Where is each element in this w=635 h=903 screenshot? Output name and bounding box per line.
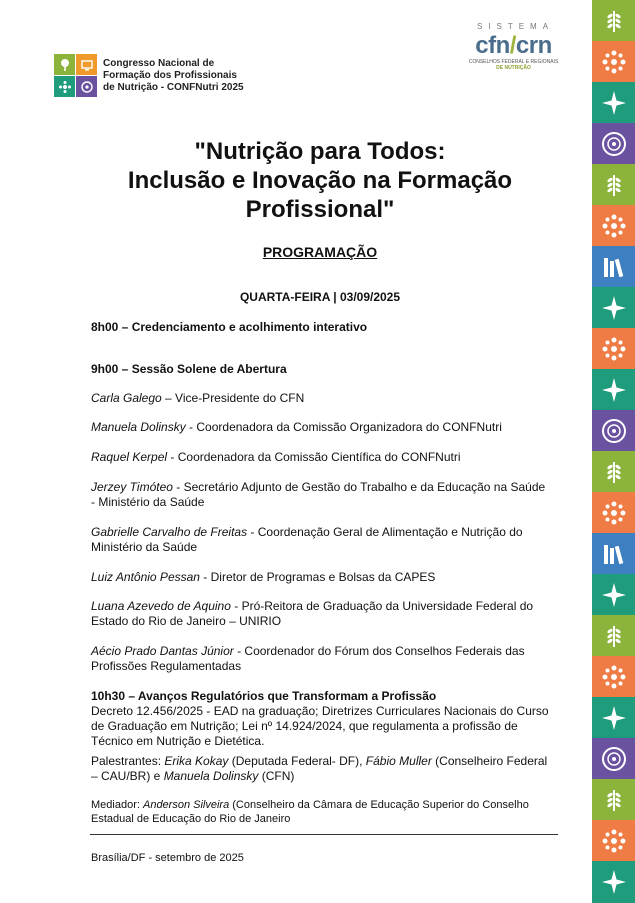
footer-text: Brasília/DF - setembro de 2025 bbox=[91, 852, 244, 864]
sparkle-icon bbox=[592, 574, 635, 616]
speaker-name: Gabrielle Carvalho de Freitas bbox=[91, 525, 248, 539]
speaker-role: - Coordenação Geral de Alimentação e Nutrição do Ministério da Saúde bbox=[91, 525, 523, 554]
session-2-title: 10h30 – Avanços Regulatórios que Transformam a Profissão bbox=[91, 689, 437, 703]
title-line: Profissional" bbox=[245, 196, 395, 223]
speaker-name: Jerzey Timóteo bbox=[91, 480, 173, 494]
fruit-icon bbox=[592, 410, 635, 452]
flower-icon bbox=[54, 76, 75, 97]
congress-name-line: Formação dos Profissionais bbox=[103, 69, 237, 81]
speaker-item bbox=[91, 420, 551, 435]
session-2-block bbox=[91, 689, 551, 749]
mediador-name: Anderson Silveira bbox=[142, 799, 230, 811]
speaker-item bbox=[91, 525, 551, 555]
speaker-role: - Coordenadora da Comissão Científica do CONFNutri bbox=[167, 450, 461, 464]
speaker-name: Erika Kokay bbox=[164, 754, 229, 768]
sparkle-icon bbox=[592, 287, 635, 329]
title-line: Inclusão e Inovação na Formação bbox=[127, 167, 513, 194]
cfn-text: cfn bbox=[475, 32, 510, 59]
speaker-name: Luiz Antônio Pessan bbox=[91, 570, 200, 584]
wheat-icon bbox=[592, 0, 635, 42]
flower-icon bbox=[592, 656, 635, 698]
congress-name bbox=[103, 58, 244, 94]
speaker-role: - Coordenadora da Comissão Organizadora do CONFNutri bbox=[185, 420, 502, 434]
wheat-icon bbox=[592, 164, 635, 206]
page-title bbox=[60, 137, 580, 224]
crn-text: crn bbox=[515, 32, 552, 59]
speaker-item bbox=[91, 599, 551, 629]
sparkle-icon bbox=[592, 697, 635, 739]
speaker-role: (Conselheiro Federal – CAU/BR) e bbox=[91, 754, 548, 783]
decorative-strip bbox=[592, 0, 635, 902]
sparkle-icon bbox=[592, 82, 635, 124]
flower-icon bbox=[592, 492, 635, 534]
congress-name-line: de Nutrição - CONFNutri 2025 bbox=[103, 81, 244, 93]
speaker-name: Raquel Kerpel bbox=[91, 450, 168, 464]
mediador-label: Mediador: bbox=[91, 799, 143, 811]
flower-icon bbox=[592, 205, 635, 247]
wheat-icon bbox=[592, 451, 635, 493]
sparkle-icon bbox=[592, 369, 635, 411]
speaker-name: Fábio Muller bbox=[365, 754, 432, 768]
tree-icon bbox=[54, 54, 75, 75]
books-icon bbox=[592, 533, 635, 575]
speaker-role: – Vice-Presidente do CFN bbox=[161, 391, 305, 405]
books-icon bbox=[592, 246, 635, 288]
cfn-crn-logo bbox=[466, 22, 561, 71]
speaker-name: Luana Azevedo de Aquino bbox=[91, 599, 231, 613]
speaker-item bbox=[91, 391, 551, 406]
confnutri-logo-mark bbox=[54, 54, 97, 97]
speaker-name: Carla Galego bbox=[91, 391, 162, 405]
session-2-description: Decreto 12.456/2025 - EAD na graduação; Diretrizes Curriculares Nacionais do Curso de Graduação em Nutrição; Lei nº 14.924/2024, que regulamenta a profissão de Técnico em Nutrição e Dietética. bbox=[91, 704, 549, 748]
cfn-crn-wordmark bbox=[466, 33, 561, 59]
wheat-icon bbox=[592, 779, 635, 821]
day-heading: QUARTA-FEIRA | 03/09/2025 bbox=[239, 290, 401, 304]
programacao-heading: PROGRAMAÇÃO bbox=[262, 244, 378, 260]
mediador-role: (Conselheiro da Câmara de Educação Superior do Conselho Estadual de Educação do Rio de Janeiro bbox=[91, 799, 529, 825]
wheat-icon bbox=[592, 615, 635, 657]
sistema-label: SISTEMA bbox=[476, 22, 555, 31]
speaker-role: (CFN) bbox=[258, 769, 295, 783]
fruit-icon bbox=[592, 738, 635, 780]
speaker-role: - Diretor de Programas e Bolsas da CAPES bbox=[199, 570, 436, 584]
cfn-subtitle: CONSELHOS FEDERAL E REGIONAIS bbox=[468, 59, 559, 65]
speaker-name: Manuela Dolinsky bbox=[91, 420, 186, 434]
speaker-item bbox=[91, 480, 551, 510]
cfn-separator: / bbox=[509, 32, 516, 59]
flower-icon bbox=[592, 820, 635, 862]
palestrantes-line bbox=[91, 754, 551, 784]
congress-name-line: Congresso Nacional de bbox=[103, 57, 215, 69]
speaker-role: - Secretário Adjunto de Gestão do Trabalho e da Educação na Saúde - Ministério da Saúde bbox=[91, 480, 546, 509]
speaker-name: Manuela Dolinsky bbox=[163, 769, 259, 783]
confnutri-logo bbox=[54, 54, 244, 97]
speaker-role: - Coordenador do Fórum dos Conselhos Federais das Profissões Regulamentadas bbox=[91, 644, 525, 673]
screen-icon bbox=[76, 54, 97, 75]
fruit-icon bbox=[592, 123, 635, 165]
flower-icon bbox=[592, 41, 635, 83]
flower-icon bbox=[592, 328, 635, 370]
speaker-item bbox=[91, 450, 551, 465]
footer-divider bbox=[90, 834, 558, 835]
speaker-item bbox=[91, 570, 551, 585]
opening-session-title: 9h00 – Sessão Solene de Abertura bbox=[91, 362, 287, 376]
sparkle-icon bbox=[592, 861, 635, 903]
credenciamento-item: 8h00 – Credenciamento e acolhimento interativo bbox=[91, 320, 368, 334]
speaker-role: (Deputada Federal- DF), bbox=[228, 754, 366, 768]
speaker-role: - Pró-Reitora de Graduação da Universidade Federal do Estado do Rio de Janeiro – UNIRIO bbox=[91, 599, 534, 628]
cfn-subtitle-2: DE NUTRIÇÃO bbox=[496, 65, 531, 71]
mediador-line bbox=[91, 798, 551, 826]
title-line: "Nutrição para Todos: bbox=[194, 138, 446, 165]
speaker-item bbox=[91, 644, 551, 674]
palestrantes-label: Palestrantes: bbox=[91, 754, 165, 768]
speaker-name: Aécio Prado Dantas Júnior bbox=[91, 644, 234, 658]
fruit-icon bbox=[76, 76, 97, 97]
